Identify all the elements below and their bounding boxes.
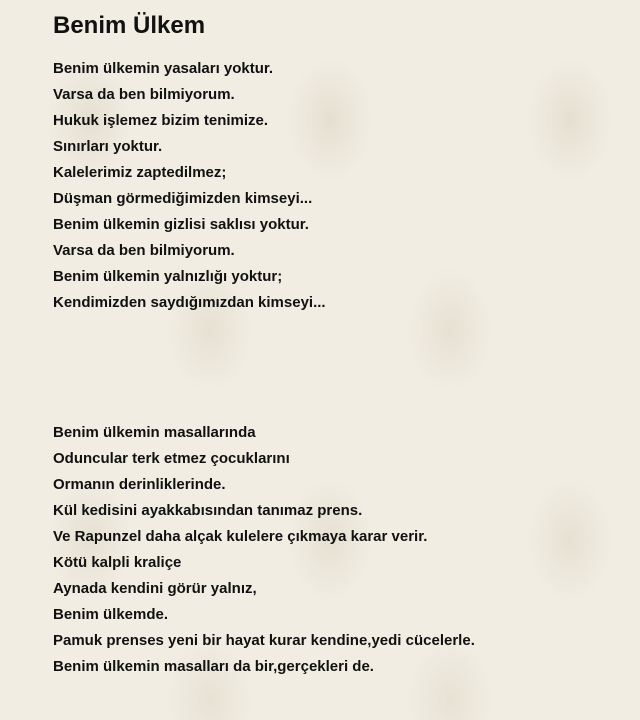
poem-container xyxy=(53,12,623,680)
stanza-1 xyxy=(53,56,623,316)
poem-line: Varsa da ben bilmiyorum. xyxy=(53,242,235,259)
poem-line: Benim ülkemin gizlisi saklısı yoktur. xyxy=(53,216,309,233)
poem-line: Benim ülkemin masallarında xyxy=(53,424,256,441)
poem-line: Kalelerimiz zaptedilmez; xyxy=(53,164,227,181)
poem-line: Aynada kendini görür yalnız, xyxy=(53,580,257,597)
poem-line: Pamuk prenses yeni bir hayat kurar kendine,yedi cücelerle. xyxy=(53,632,475,649)
poem-line: Hukuk işlemez bizim tenimize. xyxy=(53,112,269,129)
stanza-2 xyxy=(53,420,623,680)
poem-line: Benim ülkemde. xyxy=(53,606,169,623)
poem-line: Sınırları yoktur. xyxy=(53,138,163,155)
poem-line: Varsa da ben bilmiyorum. xyxy=(53,86,235,103)
poem-line: Ve Rapunzel daha alçak kulelere çıkmaya karar verir. xyxy=(53,528,428,545)
poem-line: Kendimizden saydığımızdan kimseyi... xyxy=(53,294,326,311)
poem-line: Oduncular terk etmez çocuklarını xyxy=(53,450,290,467)
poem-line: Kötü kalpli kraliçe xyxy=(53,554,182,571)
stanza-spacer xyxy=(53,316,623,420)
poem-line: Benim ülkemin yasaları yoktur. xyxy=(53,60,274,77)
poem-line: Kül kedisini ayakkabısından tanımaz prens. xyxy=(53,502,363,519)
poem-line: Benim ülkemin yalnızlığı yoktur; xyxy=(53,268,283,285)
poem-line: Benim ülkemin masalları da bir,gerçekleri de. xyxy=(53,658,374,675)
poem-title: Benim Ülkem xyxy=(53,12,206,39)
poem-line: Düşman görmediğimizden kimseyi... xyxy=(53,190,313,207)
poem-line: Ormanın derinliklerinde. xyxy=(53,476,226,493)
